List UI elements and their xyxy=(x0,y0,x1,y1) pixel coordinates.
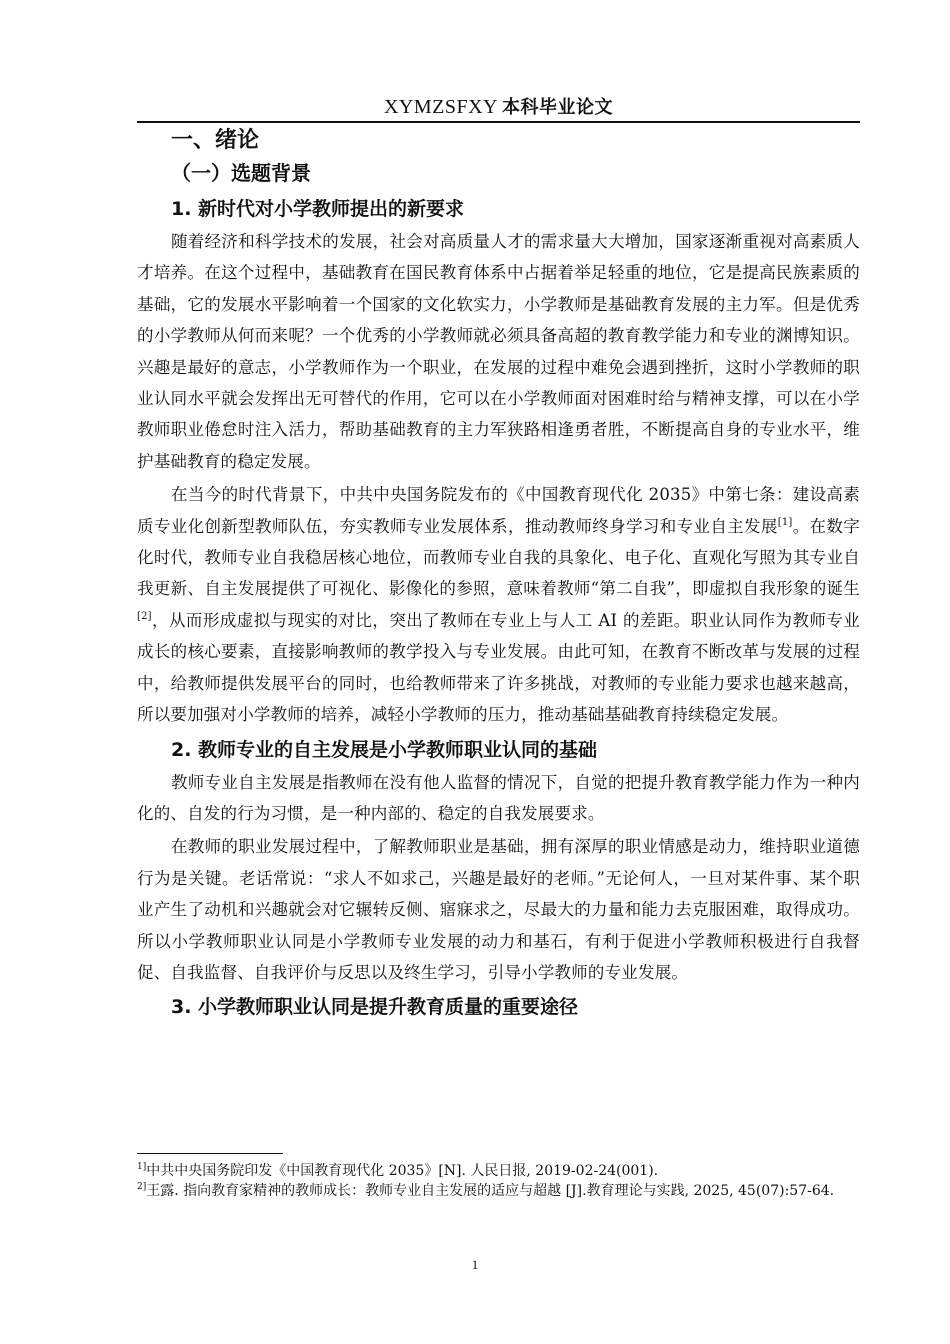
header-rule xyxy=(137,121,860,123)
subsection-heading-3: 3. 小学教师职业认同是提升教育质量的重要途径 xyxy=(171,996,579,1019)
footnote-1-text: 中共中央国务院印发《中国教育现代化 2035》[N]. 人民日报, 2019-02-24(001). xyxy=(146,1163,659,1179)
main-content xyxy=(137,124,860,1024)
footnote-rule xyxy=(137,1153,283,1154)
footnotes xyxy=(137,1161,860,1201)
citation-1: [1] xyxy=(777,516,793,528)
paragraph-2-part-b: 。在数字化时代，教师专业自我稳居核心地位，而教师专业自我的具象化、电子化、直观化写照为其专业自我更新、自主发展提供了可视化、影像化的参照，意味着教师“第二自我”，即虚拟自我形象的诞生 xyxy=(137,516,860,599)
chapter-heading: 一、绪论 xyxy=(171,128,260,153)
paragraph-2-part-c: ，从而形成虚拟与现实的对比，突出了教师在专业上与人工 AI 的差距。职业认同作为教师专业成长的核心要素，直接影响教师的教学投入与专业发展。由此可知，在教育不断改革与发展的过程中，给教师提供发展平台的同时，也给教师带来了许多挑战，对教师的专业能力要求也越来越高，所以要加强对小学教师的培养，减轻小学教师的压力，推动基础基础教育持续稳定发展。 xyxy=(137,610,860,725)
paragraph-3: 教师专业自主发展是指教师在没有他人监督的情况下，自觉的把提升教育教学能力作为一种内化的、自发的行为习惯，是一种内部的、稳定的自我发展要求。 xyxy=(137,772,860,823)
page-header xyxy=(137,93,860,121)
footnote-1 xyxy=(137,1161,860,1181)
page-number: 1 xyxy=(471,1257,479,1272)
citation-2: [2] xyxy=(137,610,152,622)
header-thesis-label: 本科毕业论文 xyxy=(502,97,614,118)
subsection-heading-2: 2. 教师专业的自主发展是小学教师职业认同的基础 xyxy=(171,738,598,761)
footnote-2-mark: 2] xyxy=(137,1182,147,1192)
subsection-heading-1: 1. 新时代对小学教师提出的新要求 xyxy=(171,198,465,220)
paragraph-2-part-a: 在当今的时代背景下，中共中央国务院发布的《中国教育现代化 2035》中第七条：建设高素质专业化创新型教师队伍，夯实教师专业发展体系，推动教师终身学习和专业自主发展 xyxy=(137,485,860,536)
header-school-code: XYMZSFXY xyxy=(383,96,499,118)
footnote-2-text: 王露. 指向教育家精神的教师成长：教师专业自主发展的适应与超越 [J].教育理论与实践, 2025, 45(07):57-64. xyxy=(146,1183,835,1199)
footnote-1-mark: 1] xyxy=(137,1162,147,1172)
footnote-2 xyxy=(137,1181,860,1201)
section-heading: （一）选题背景 xyxy=(171,161,311,185)
paragraph-2 xyxy=(137,479,860,730)
paragraph-1: 随着经济和科学技术的发展，社会对高质量人才的需求量大大增加，国家逐渐重视对高素质人才培养。在这个过程中，基础教育在国民教育体系中占据着举足轻重的地位，它是提高民族素质的基础，它的发展水平影响着一个国家的文化软实力，小学教师是基础教育发展的主力军。但是优秀的小学教师从何而来呢？一个优秀的小学教师就必须具备高超的教育教学能力和专业的渊博知识。兴趣是最好的意志，小学教师作为一个职业，在发展的过程中难免会遇到挫折，这时小学教师的职业认同水平就会发挥出无可替代的作用，它可以在小学教师面对困难时给与精神支撑，可以在小学教师职业倦怠时注入活力，帮助基础教育的主力军狭路相逢勇者胜，不断提高自身的专业水平，维护基础教育的稳定发展。 xyxy=(137,232,860,471)
paragraph-4: 在教师的职业发展过程中，了解教师职业是基础，拥有深厚的职业情感是动力，维持职业道德行为是关键。老话常说：“求人不如求己，兴趣是最好的老师。”无论何人，一旦对某件事、某个职业产生了动机和兴趣就会对它辗转反侧、寤寐求之，尽最大的力量和能力去克服困难，取得成功。所以小学教师职业认同是小学教师专业发展的动力和基石，有利于促进小学教师积极进行自我督促、自我监督、自我评价与反思以及终生学习，引导小学教师的专业发展。 xyxy=(137,837,860,982)
